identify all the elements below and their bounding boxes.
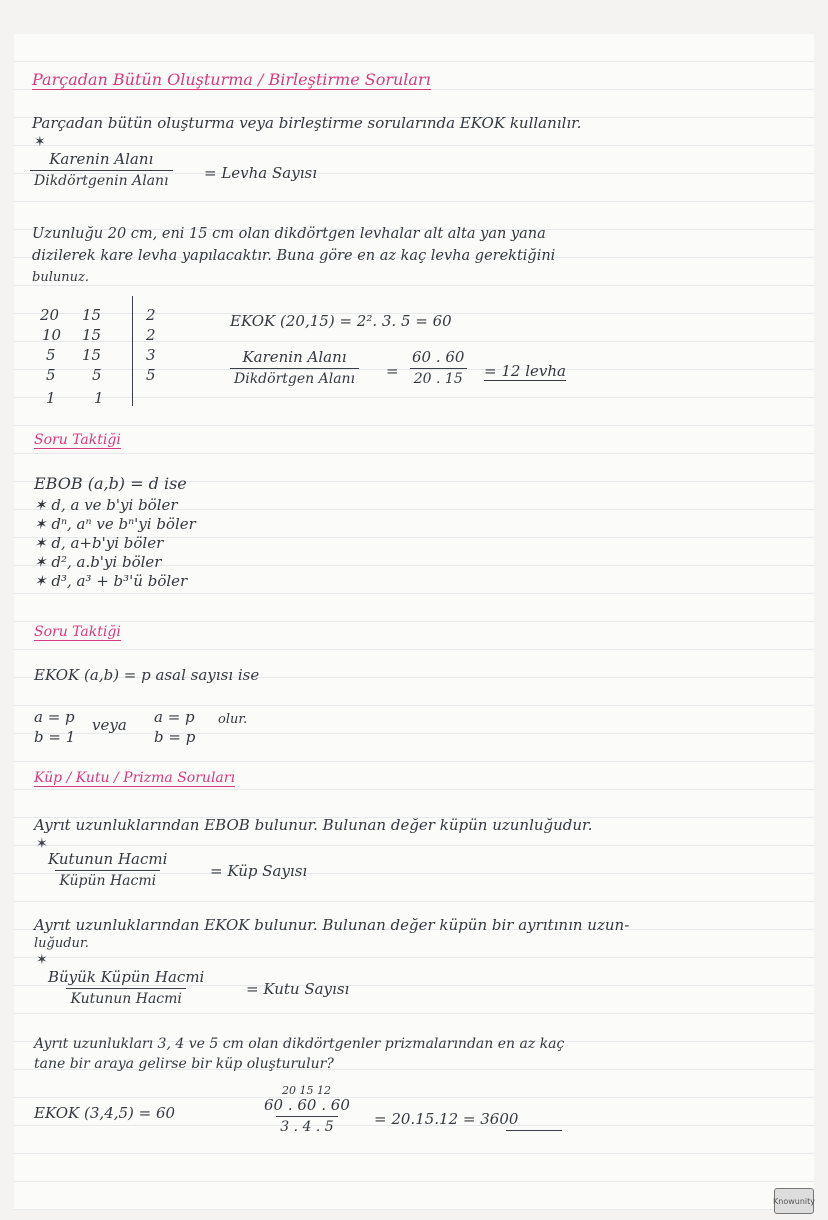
page-title: Parçadan Bütün Oluşturma / Birleştirme Soruları	[32, 70, 431, 89]
cube-f3-den: 3 . 4 . 5	[276, 1116, 337, 1135]
list-item: ✶ d³, a³ + b³'ü böler	[34, 572, 188, 590]
logo-text: Knowunity	[773, 1196, 815, 1206]
tip1-condition: EBOB (a,b) = d ise	[34, 474, 187, 493]
cube-f2-num: Büyük Küpün Hacmi	[48, 968, 205, 986]
cube-heading: Küp / Kutu / Prizma Soruları	[34, 770, 235, 786]
tip2-b2: b = p	[154, 728, 196, 746]
tip2-condition: EKOK (a,b) = p asal sayısı ise	[34, 666, 260, 684]
solution1-result: = 12 levha	[484, 362, 566, 380]
cube-f3-result: = 20.15.12 = 3600	[374, 1110, 519, 1128]
table-cell: 20	[40, 306, 60, 324]
notebook-page	[14, 34, 814, 1210]
table-cell: 5	[46, 366, 56, 384]
table-cell: 5	[92, 366, 102, 384]
cube-f1-result: = Küp Sayısı	[210, 862, 308, 880]
solution1-equals: =	[386, 362, 399, 380]
table-cell: 15	[82, 306, 102, 324]
cube-fraction2	[44, 968, 208, 1007]
list-item-text: d³, a³ + b³'ü böler	[51, 572, 188, 590]
table-cell: 2	[146, 326, 156, 344]
ekok-line: EKOK (20,15) = 2². 3. 5 = 60	[230, 312, 452, 330]
list-item-text: d, a ve b'yi böler	[51, 496, 178, 514]
tip1-heading: Soru Taktiği	[34, 432, 121, 448]
tip2-or: veya	[92, 716, 127, 734]
rule1-fraction	[30, 150, 173, 189]
list-item: ✶ d, a ve b'yi böler	[34, 496, 178, 514]
table-cell: 1	[46, 389, 56, 407]
cube-text1: Ayrıt uzunluklarından EBOB bulunur. Bulunan değer küpün uzunluğudur.	[34, 816, 593, 834]
rule1-numerator: Karenin Alanı	[49, 150, 154, 168]
tip2-end: olur.	[218, 712, 248, 727]
list-item: ✶ d, a+b'yi böler	[34, 534, 164, 552]
tip2-heading: Soru Taktiği	[34, 624, 121, 640]
cube-text2b: luğudur.	[34, 936, 89, 951]
cube-text2a: Ayrıt uzunluklarından EKOK bulunur. Bulunan değer küpün bir ayrıtının uzun-	[34, 916, 630, 934]
list-item: ✶ d², a.b'yi böler	[34, 553, 162, 571]
solution1-left-num: Karenin Alanı	[242, 348, 347, 366]
list-item-text: d, a+b'yi böler	[51, 534, 164, 552]
answer-underline	[506, 1130, 562, 1131]
question1-line1: Uzunluğu 20 cm, eni 15 cm olan dikdörtgen levhalar alt alta yan yana	[32, 226, 546, 242]
knowunity-logo-icon	[774, 1188, 814, 1214]
table-cell: 15	[82, 346, 102, 364]
table-cell: 1	[94, 389, 104, 407]
cube-fraction3	[260, 1096, 354, 1135]
arrow-mark-icon: ✶	[34, 134, 46, 150]
list-item: ✶ dⁿ, aⁿ ve bⁿ'yi böler	[34, 515, 196, 533]
list-item-text: dⁿ, aⁿ ve bⁿ'yi böler	[51, 515, 196, 533]
intro-text: Parçadan bütün oluşturma veya birleştirme sorularında EKOK kullanılır.	[32, 114, 582, 132]
cube-f2-result: = Kutu Sayısı	[246, 980, 350, 998]
table-cell: 10	[42, 326, 62, 344]
cube-f3-num: 60 . 60 . 60	[264, 1096, 350, 1114]
list-item-text: d², a.b'yi böler	[51, 553, 162, 571]
cube-ekok: EKOK (3,4,5) = 60	[34, 1104, 176, 1122]
cube-f1-den: Küpün Hacmi	[55, 870, 160, 889]
table-cell: 2	[146, 306, 156, 324]
table-cell: 15	[82, 326, 102, 344]
solution1-left-fraction	[230, 348, 359, 387]
solution1-num: 60 . 60	[412, 348, 465, 366]
question1-line3: bulunuz.	[32, 270, 89, 285]
table-divider	[132, 296, 133, 406]
table-cell: 3	[146, 346, 156, 364]
rule1-denominator: Dikdörtgenin Alanı	[30, 170, 173, 189]
table-cell: 5	[146, 366, 156, 384]
question1-line2: dizilerek kare levha yapılacaktır. Buna göre en az kaç levha gerektiğini	[32, 248, 556, 264]
solution1-den: 20 . 15	[410, 368, 467, 387]
cube-f2-den: Kutunun Hacmi	[66, 988, 185, 1007]
cube-f1-num: Kutunun Hacmi	[48, 850, 168, 868]
cube-question-line2: tane bir araya gelirse bir küp oluşturulur?	[34, 1056, 334, 1072]
tip2-b1: b = 1	[34, 728, 76, 746]
tip2-a1: a = p	[34, 708, 75, 726]
cube-fraction1	[44, 850, 171, 889]
solution1-left-den: Dikdörtgen Alanı	[230, 368, 359, 387]
arrow-mark-icon: ✶	[36, 836, 48, 852]
table-cell: 5	[46, 346, 56, 364]
arrow-mark-icon: ✶	[36, 952, 48, 968]
cube-cancel-top: 20 15 12	[282, 1084, 331, 1097]
solution1-right-fraction	[408, 348, 468, 387]
rule1-result: = Levha Sayısı	[204, 164, 318, 182]
cube-question-line1: Ayrıt uzunlukları 3, 4 ve 5 cm olan dikdörtgenler prizmalarından en az kaç	[34, 1036, 565, 1052]
tip2-a2: a = p	[154, 708, 195, 726]
